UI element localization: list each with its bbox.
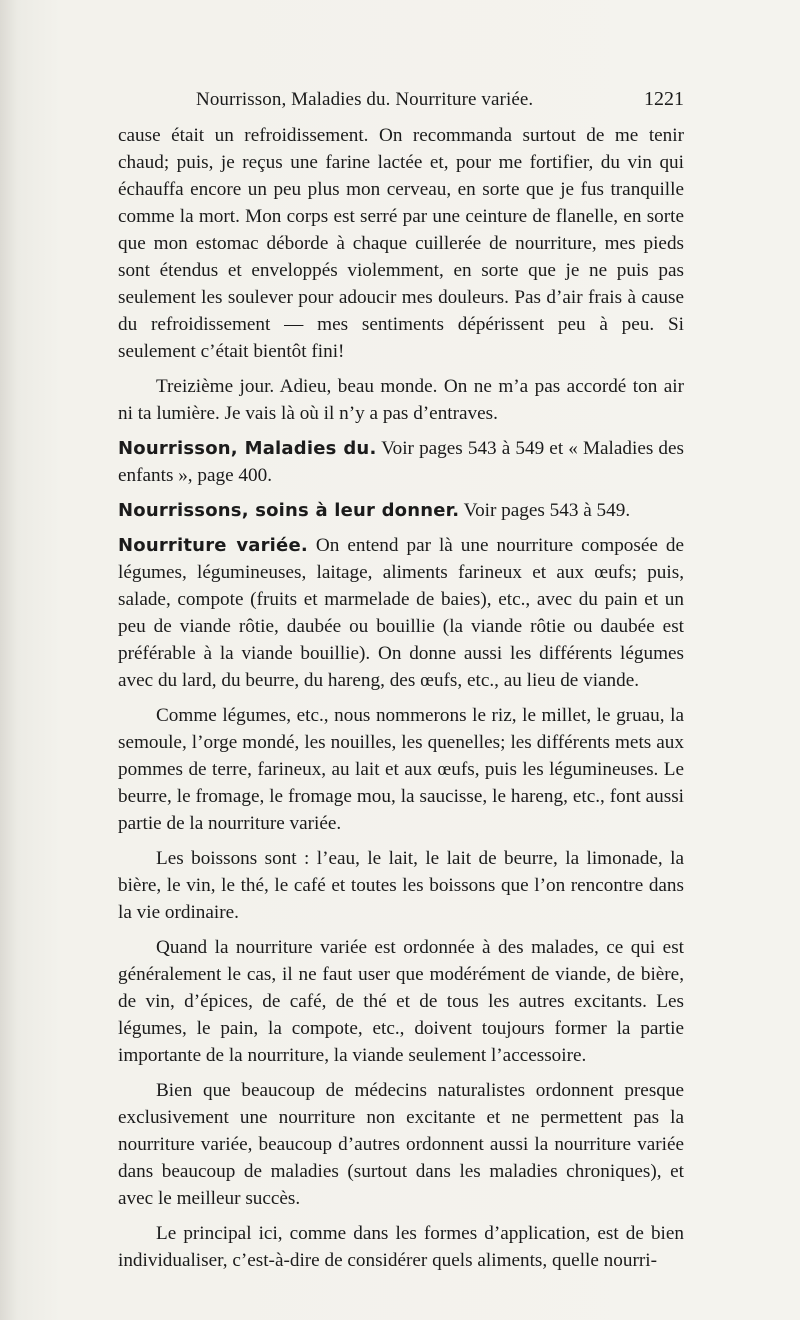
entry-term: Nourrisson, Maladies du.: [118, 438, 377, 459]
entry-nourrissons-soins: [118, 497, 684, 524]
paragraph-medecins: Bien que beaucoup de médecins naturalistes ordonnent presque exclusivement une nourriture non excitante et ne permettent pas la nourriture variée, beaucoup d’autres ordonnent aussi la nourriture variée dans beaucoup de maladies (surtout dans les maladies chroniques), et avec le meilleur succès.: [118, 1080, 684, 1209]
page-header: [196, 88, 684, 111]
paragraph-legumes: Comme légumes, etc., nous nommerons le riz, le millet, le gruau, la semoule, l’orge mondé, les nouilles, les quenelles; les différents mets aux pommes de terre, farineux, au lait et aux œufs, puis les légumineuses. Le beurre, le fromage, le fromage mou, la saucisse, le hareng, etc., font aussi partie de la nourriture variée.: [118, 705, 684, 834]
paragraph-thirteenth-day: Treizième jour. Adieu, beau monde. On ne m’a pas accordé ton air ni ta lumière. Je vais là où il n’y a pas d’entraves.: [118, 376, 684, 424]
page-number: 1221: [644, 88, 684, 110]
entry-term: Nourriture variée.: [118, 535, 308, 556]
paragraph-boissons: Les boissons sont : l’eau, le lait, le lait de beurre, la limonade, la bière, le vin, le thé, le café et toutes les boissons que l’on rencontre dans la vie ordinaire.: [118, 848, 684, 923]
entry-text: Voir pages 543 à 549 et « Maladies des enfants », page 400.: [118, 438, 684, 486]
entry-nourrisson-maladies: [118, 435, 684, 489]
entry-text: Voir pages 543 à 549.: [459, 500, 631, 521]
page-body: [118, 122, 684, 1274]
entry-term: Nourrissons, soins à leur donner.: [118, 500, 460, 521]
running-head: Nourrisson, Maladies du. Nourriture variée.: [196, 89, 534, 110]
entry-nourriture-variee: [118, 532, 684, 694]
paragraph-malades: Quand la nourriture variée est ordonnée à des malades, ce qui est généralement le cas, il ne faut user que modérément de viande, de bière, de vin, d’épices, de café, de thé et de tous les autres excitants. Les légumes, le pain, la compote, etc., doivent toujours former la partie importante de la nourriture, la viande seulement l’accessoire.: [118, 937, 684, 1066]
paragraph-principal: Le principal ici, comme dans les formes d’application, est de bien individualiser, c’est-à-dire de considérer quels aliments, quelle nourri-: [118, 1223, 684, 1271]
paragraph-continuation: cause était un refroidissement. On recommanda surtout de me tenir chaud; puis, je reçus une farine lactée et, pour me fortifier, du vin qui échauffa encore un peu plus mon cerveau, en sorte que je fus tranquille comme la mort. Mon corps est serré par une ceinture de flanelle, en sorte que mon estomac déborde à chaque cuillerée de nourriture, mes pieds sont étendus et enveloppés violemment, en sorte que je ne puis pas seulement les soulever pour adoucir mes douleurs. Pas d’air frais à cause du refroidissement — mes sentiments dépérissent peu à peu. Si seulement c’était bientôt fini!: [118, 125, 684, 362]
entry-text: On entend par là une nourriture composée de légumes, légumineuses, laitage, aliments farineux et aux œufs; puis, salade, compote (fruits et marmelade de baies), etc., avec du pain et un peu de viande rôtie, daubée ou bouillie (la viande rôtie ou daubée est préférable à la viande bouillie). On donne aussi les différents légumes avec du lard, du beurre, du hareng, des œufs, etc., au lieu de viande.: [118, 535, 684, 691]
